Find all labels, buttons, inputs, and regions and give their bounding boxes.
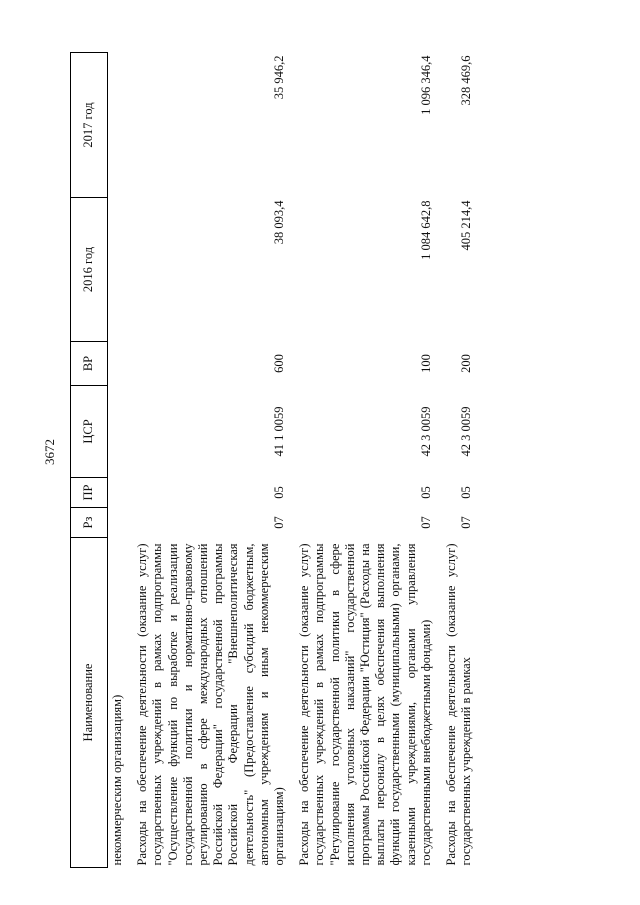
row-name: некоммерческим организациям): [110, 694, 124, 866]
row-vr: [108, 342, 128, 386]
row-vr: 200: [459, 354, 474, 373]
row-csr: 42 3 0059: [418, 406, 433, 457]
row-csr: 41 1 0059: [272, 406, 287, 457]
header-2016: 2016 год: [71, 198, 108, 342]
page-number: 3672: [42, 439, 57, 465]
row-2017: [108, 53, 128, 198]
row-rz: 07: [418, 516, 433, 529]
row-rz: 07: [459, 516, 474, 529]
row-name: Расходы на обеспечение деятельности (оказание услуг) государственных учреждений в рамках подпрограммы "Осуществление функций по выработке и реализации государственной политики и нормативно-правовому регулированию в сфере международных отношений Российской Федерации" государственной программы Российской Федерации "Внешнеполитическая деятельность" (Предоставление субсидий бюджетным, автономным учреждениям и иным некоммерческим организациям): [135, 543, 287, 866]
row-rz: [108, 508, 128, 538]
header-rz: Рз: [71, 508, 108, 538]
table-row: [295, 53, 436, 868]
row-2017: 1 096 346,4: [418, 55, 433, 115]
table-row: [133, 53, 289, 868]
header-csr: ЦСР: [71, 386, 108, 478]
row-2016: [108, 198, 128, 342]
row-pr: [108, 478, 128, 508]
row-2017: 328 469,6: [459, 55, 474, 106]
budget-table: [70, 52, 476, 868]
row-pr: 05: [418, 486, 433, 499]
header-2017: 2017 год: [71, 53, 108, 198]
row-rz: 07: [272, 516, 287, 529]
table-row: [442, 53, 476, 868]
row-2016: 38 093,4: [272, 200, 287, 245]
row-pr: 05: [459, 486, 474, 499]
row-2017: 35 946,2: [272, 55, 287, 100]
table-row: [108, 53, 128, 868]
row-pr: 05: [272, 486, 287, 499]
row-name: Расходы на обеспечение деятельности (оказание услуг) государственных учреждений в рамках подпрограммы "Регулирование государственной политики в сфере исполнения уголовных наказаний" государственной программы Российской Федерации "Юстиция" (Расходы на выплаты персоналу в целях обеспечения выполнения функций государственными (муниципальными) органами, казенными учреждениями, органами управления государственными внебюджетными фондами): [297, 543, 433, 866]
row-vr: 600: [272, 354, 287, 373]
row-2016: 1 084 642,8: [418, 200, 433, 260]
header-pr: ПР: [71, 478, 108, 508]
row-name: Расходы на обеспечение деятельности (оказание услуг) государственных учреждений в рамках: [444, 543, 474, 866]
header-vr: ВР: [71, 342, 108, 386]
row-vr: 100: [418, 354, 433, 373]
row-2016: 405 214,4: [459, 200, 474, 251]
row-csr: 42 3 0059: [459, 406, 474, 457]
header-name: Наименование: [71, 538, 108, 868]
table-header: [71, 53, 108, 868]
row-csr: [108, 386, 128, 478]
rotated-page-content: [70, 53, 585, 868]
